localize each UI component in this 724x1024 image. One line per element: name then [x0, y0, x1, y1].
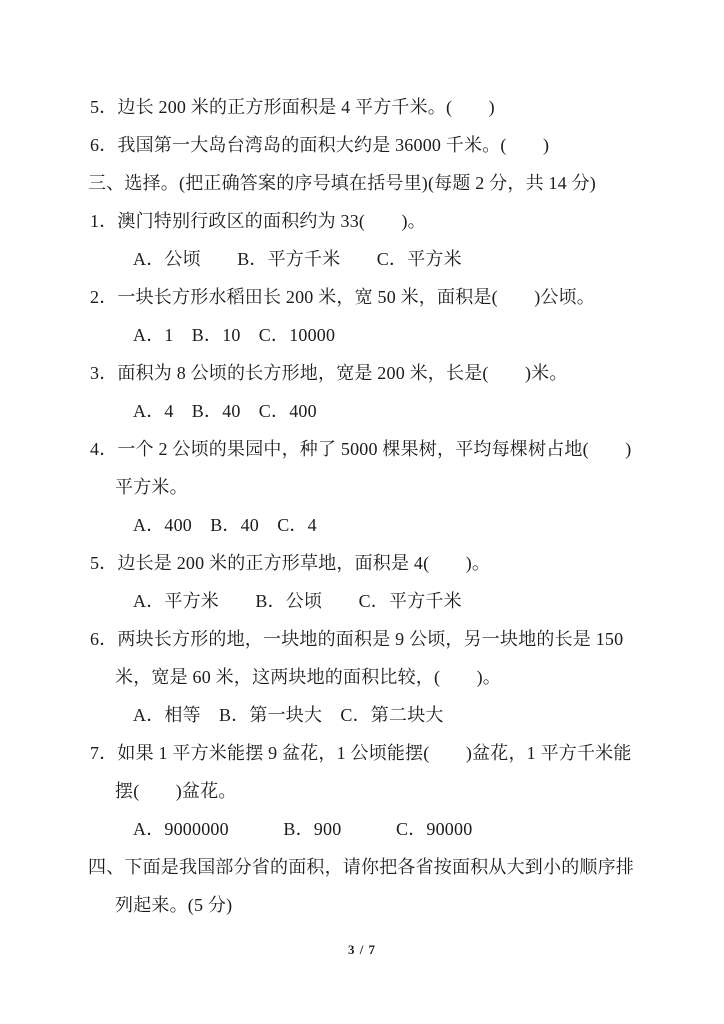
question-line: 5．边长是 200 米的正方形草地，面积是 4( )。	[90, 553, 491, 573]
section-heading: 三、选择。(把正确答案的序号填在括号里)(每题 2 分，共 14 分)	[88, 173, 596, 193]
option-line: A．400 B．40 C．4	[133, 515, 317, 535]
option-line: A．1 B．10 C．10000	[133, 325, 336, 345]
continuation-line: 列起来。(5 分)	[115, 895, 233, 915]
option-line: A．9000000 B．900 C．90000	[133, 819, 473, 839]
document-body	[90, 88, 684, 924]
option-line: A．平方米 B．公顷 C．平方千米	[133, 591, 462, 611]
question-line: 7．如果 1 平方米能摆 9 盆花，1 公顷能摆( )盆花，1 平方千米能	[90, 743, 632, 763]
question-line: 5．边长 200 米的正方形面积是 4 平方千米。( )	[90, 97, 495, 117]
question-line: 1．澳门特别行政区的面积约为 33( )。	[90, 211, 426, 231]
page-number: 3 / 7	[347, 942, 377, 957]
question-line: 4．一个 2 公顷的果园中，种了 5000 棵果树，平均每棵树占地( )	[90, 439, 632, 459]
option-line: A．相等 B．第一块大 C．第二块大	[133, 705, 444, 725]
continuation-line: 平方米。	[115, 477, 188, 497]
continuation-line: 摆( )盆花。	[115, 781, 237, 801]
question-line: 6．两块长方形的地，一块地的面积是 9 公顷，另一块地的长是 150	[90, 629, 624, 649]
section-heading: 四、下面是我国部分省的面积，请你把各省按面积从大到小的顺序排	[88, 857, 634, 877]
question-line: 3．面积为 8 公顷的长方形地，宽是 200 米，长是( )米。	[90, 363, 568, 383]
question-line: 6．我国第一大岛台湾岛的面积大约是 36000 千米。( )	[90, 135, 550, 155]
continuation-line: 米，宽是 60 米，这两块地的面积比较，( )。	[115, 667, 501, 687]
option-line: A．4 B．40 C．400	[133, 401, 317, 421]
option-line: A．公顷 B．平方千米 C．平方米	[133, 249, 462, 269]
question-line: 2．一块长方形水稻田长 200 米，宽 50 米，面积是( )公顷。	[90, 287, 595, 307]
